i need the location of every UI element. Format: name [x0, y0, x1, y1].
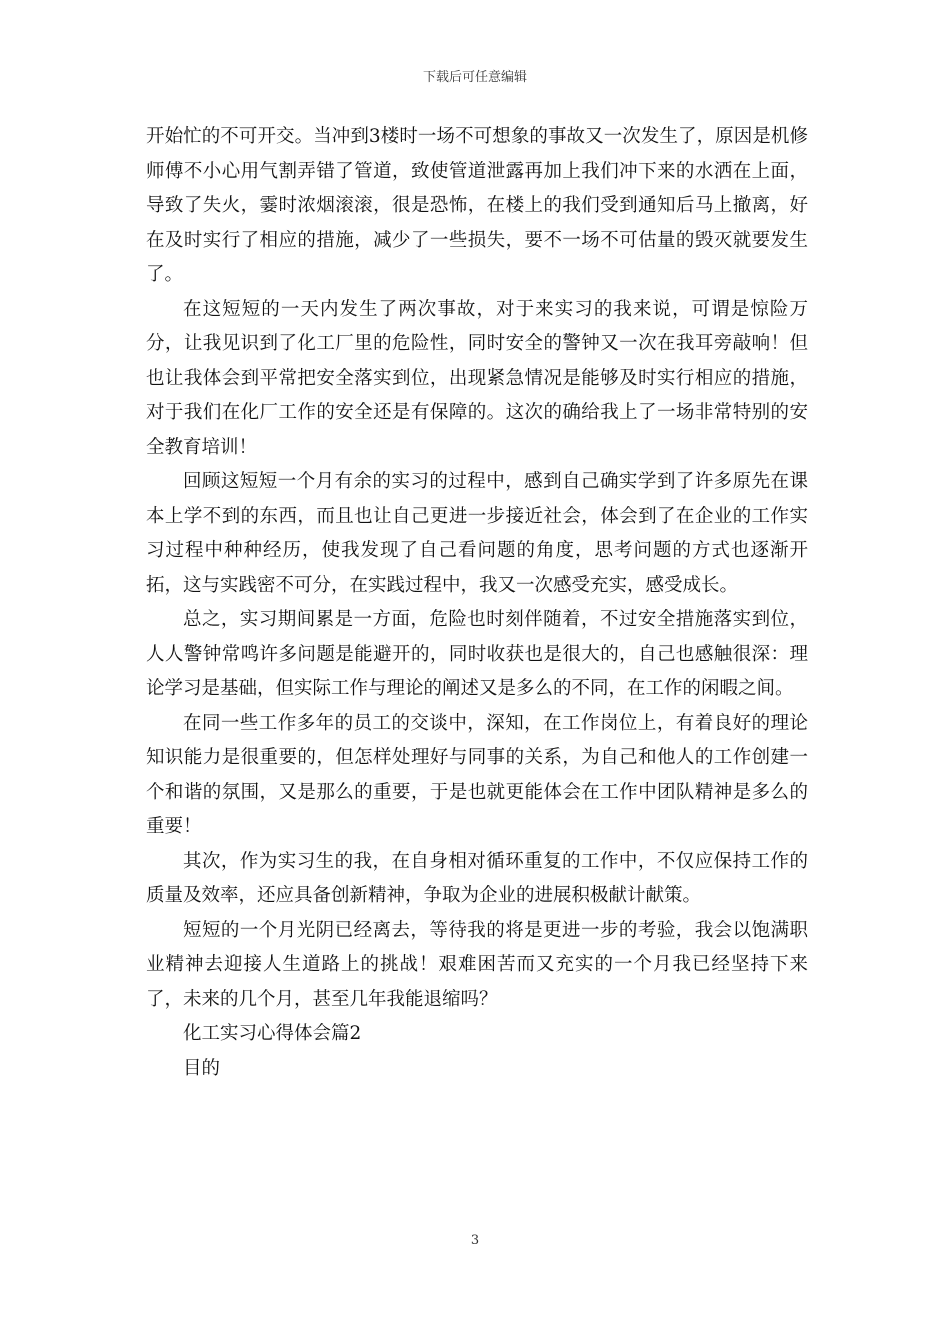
paragraph: 在这短短的一天内发生了两次事故，对于来实习的我来说，可谓是惊险万分，让我见识到了化工厂里的危险性，同时安全的警钟又一次在我耳旁敲响！但也让我体会到平常把安全落实到位，出现紧急情况是能够及时实行相应的措施，对于我们在化厂工作的安全还是有保障的。这次的确给我上了一场非常特别的安全教育培训！	[146, 298, 808, 458]
section-heading: 化工实习心得体会篇2	[183, 1023, 362, 1044]
paragraph: 其次，作为实习生的我，在自身相对循环重复的工作中，不仅应保持工作的质量及效率，还应具备创新精神，争取为企业的进展积极献计献策。	[146, 850, 808, 906]
document-body	[146, 120, 808, 1086]
page-header: 下载后可任意编辑	[422, 70, 527, 85]
page-number: 3	[470, 1233, 480, 1248]
paragraph-continued: 开始忙的不可开交。当冲到3楼时一场不可想象的事故又一次发生了，原因是机修师傅不小心用气割弄错了管道，致使管道泄露再加上我们冲下来的水洒在上面，导致了失火，霎时浓烟滚滚，很是恐怖，在楼上的我们受到通知后马上撤离，好在及时实行了相应的措施，减少了一些损失，要不一场不可估量的毁灭就要发生了。	[146, 126, 808, 285]
paragraph: 总之，实习期间累是一方面，危险也时刻伴随着，不过安全措施落实到位，人人警钟常鸣许多问题是能避开的，同时收获也是很大的，自己也感触很深：理论学习是基础，但实际工作与理论的阐述又是多么的不同，在工作的闲暇之间。	[146, 609, 808, 699]
subsection-heading: 目的	[183, 1057, 221, 1079]
paragraph: 在同一些工作多年的员工的交谈中，深知，在工作岗位上，有着良好的理论知识能力是很重要的，但怎样处理好与同事的关系，为自己和他人的工作创建一个和谐的氛围，又是那么的重要，于是也就更能体会在工作中团队精神是多么的重要！	[146, 712, 808, 837]
paragraph: 短短的一个月光阴已经离去，等待我的将是更进一步的考验，我会以饱满职业精神去迎接人生道路上的挑战！艰难困苦而又充实的一个月我已经坚持下来了，未来的几个月，甚至几年我能退缩吗？	[146, 919, 808, 1010]
paragraph: 回顾这短短一个月有余的实习的过程中，感到自己确实学到了许多原先在课本上学不到的东西，而且也让自己更进一步接近社会，体会到了在企业的工作实习过程中种种经历，使我发现了自己看问题的角度，思考问题的方式也逐渐开拓，这与实践密不可分，在实践过程中，我又一次感受充实，感受成长。	[146, 471, 808, 596]
